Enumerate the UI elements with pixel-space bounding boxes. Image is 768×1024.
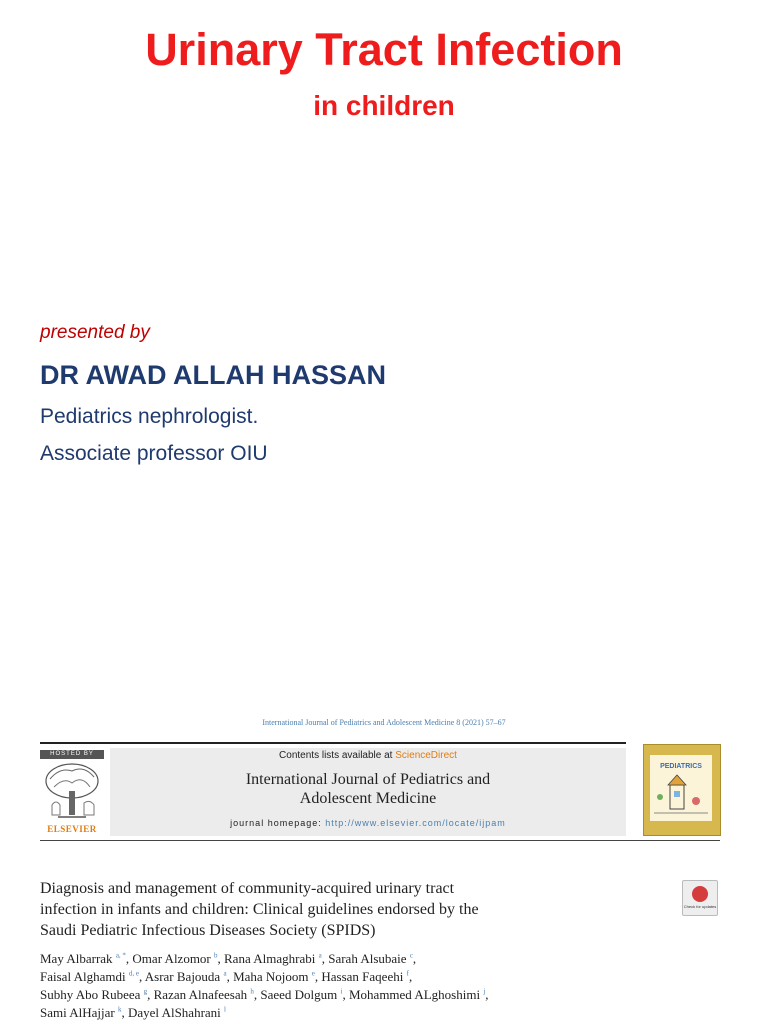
author-name[interactable]: Razan Alnafeesah — [153, 987, 251, 1002]
header-divider-bottom — [40, 840, 720, 841]
journal-homepage — [110, 818, 626, 828]
sciencedirect-link: ScienceDirect — [395, 750, 457, 761]
journal-name-line-1: International Journal of Pediatrics and — [245, 771, 491, 788]
author-name[interactable]: Faisal Alghamdi — [40, 969, 129, 984]
author-name[interactable]: Maha Nojoom — [233, 969, 312, 984]
author-affiliation: j — [483, 987, 486, 996]
author-name[interactable]: Omar Alzomor — [132, 951, 215, 966]
article-title-line-2: infection in infants and children: Clinical guidelines endorsed by the — [40, 901, 479, 918]
author-affiliation: c — [409, 951, 413, 960]
check-updates-label: Check for updates — [683, 904, 717, 909]
author-affiliation: h — [250, 987, 254, 996]
author-name[interactable]: Mohammed ALghoshimi — [348, 987, 484, 1002]
author-name[interactable]: Subhy Abo Rubeea — [40, 987, 144, 1002]
author-name[interactable]: Saeed Dolgum — [260, 987, 341, 1002]
journal-name-line-2: Adolescent Medicine — [299, 790, 437, 807]
author-affiliation: i — [340, 987, 343, 996]
slide-title: Urinary Tract Infection — [145, 24, 623, 75]
contents-prefix: Contents lists available at — [279, 750, 393, 761]
article-title-line-1: Diagnosis and management of community-acquired urinary tract — [40, 880, 455, 897]
journal-citation: International Journal of Pediatrics and Adolescent Medicine 8 (2021) 57–67 — [262, 718, 506, 727]
author-name[interactable]: May Albarrak — [40, 951, 116, 966]
slide-subtitle: in children — [313, 90, 455, 121]
journal-cover-thumbnail — [643, 744, 721, 836]
elsevier-tree-icon — [40, 761, 104, 823]
author-affiliation: f — [406, 969, 409, 978]
author-line: Subhy Abo Rubeea $^g$, Razan Alnafeesah $^h$, Saeed Dolgum $^i$, Mohammed ALghoshimi $^j$, — [40, 987, 489, 1002]
author-name[interactable]: Rana Almaghrabi — [224, 951, 319, 966]
author-affiliation: d, e — [128, 969, 139, 978]
author-line: Sami AlHajjar $^k$, Dayel AlShahrani $^l$ — [40, 1005, 226, 1020]
journal-info-box — [110, 748, 626, 836]
homepage-url: http://www.elsevier.com/locate/ijpam — [325, 818, 506, 828]
journal-name — [110, 770, 626, 808]
author-affiliation: b — [214, 951, 218, 960]
presented-by-label: presented by — [40, 322, 150, 343]
check-updates-icon — [692, 886, 708, 902]
elsevier-logo — [40, 750, 104, 836]
presenter-name: DR AWAD ALLAH HASSAN — [40, 360, 386, 390]
journal-cover-inner — [650, 755, 712, 821]
contents-line — [110, 750, 626, 761]
author-name[interactable]: Sarah Alsubaie — [328, 951, 410, 966]
author-name[interactable]: Dayel AlShahrani — [128, 1005, 225, 1020]
presenter-role-1: Pediatrics nephrologist. — [40, 405, 259, 428]
author-affiliation: k — [118, 1005, 122, 1014]
author-affiliation: l — [224, 1005, 226, 1014]
author-name[interactable]: Asrar Bajouda — [144, 969, 224, 984]
author-list — [40, 950, 720, 1022]
author-line: May Albarrak $^{a, *}$, Omar Alzomor $^b$, Rana Almaghrabi $^a$, Sarah Alsubaie $^c$, — [40, 951, 417, 966]
article-title-line-3: Saudi Pediatric Infectious Diseases Society (SPIDS) — [40, 922, 376, 939]
author-affiliation: a, * — [115, 951, 126, 960]
journal-cover-label: PEDIATRICS — [660, 763, 702, 770]
hosted-by-label: HOSTED BY — [40, 750, 104, 759]
paper-header-image — [0, 712, 768, 1024]
author-line: Faisal Alghamdi $^{d, e}$, Asrar Bajouda $^a$, Maha Nojoom $^e$, Hassan Faqeehi $^f$, — [40, 969, 413, 984]
cover-illustration-icon — [650, 771, 712, 821]
author-affiliation: g — [143, 987, 148, 996]
article-title — [40, 878, 660, 941]
elsevier-wordmark: ELSEVIER — [47, 824, 97, 834]
presenter-role-2: Associate professor OIU — [40, 442, 268, 465]
check-for-updates-badge[interactable] — [682, 880, 718, 916]
author-name[interactable]: Sami AlHajjar — [40, 1005, 118, 1020]
author-affiliation: a — [318, 951, 322, 960]
author-affiliation: a — [223, 969, 227, 978]
author-name[interactable]: Hassan Faqeehi — [321, 969, 407, 984]
homepage-prefix: journal homepage: — [230, 818, 322, 828]
author-affiliation: e — [311, 969, 315, 978]
header-divider-top — [40, 742, 626, 744]
